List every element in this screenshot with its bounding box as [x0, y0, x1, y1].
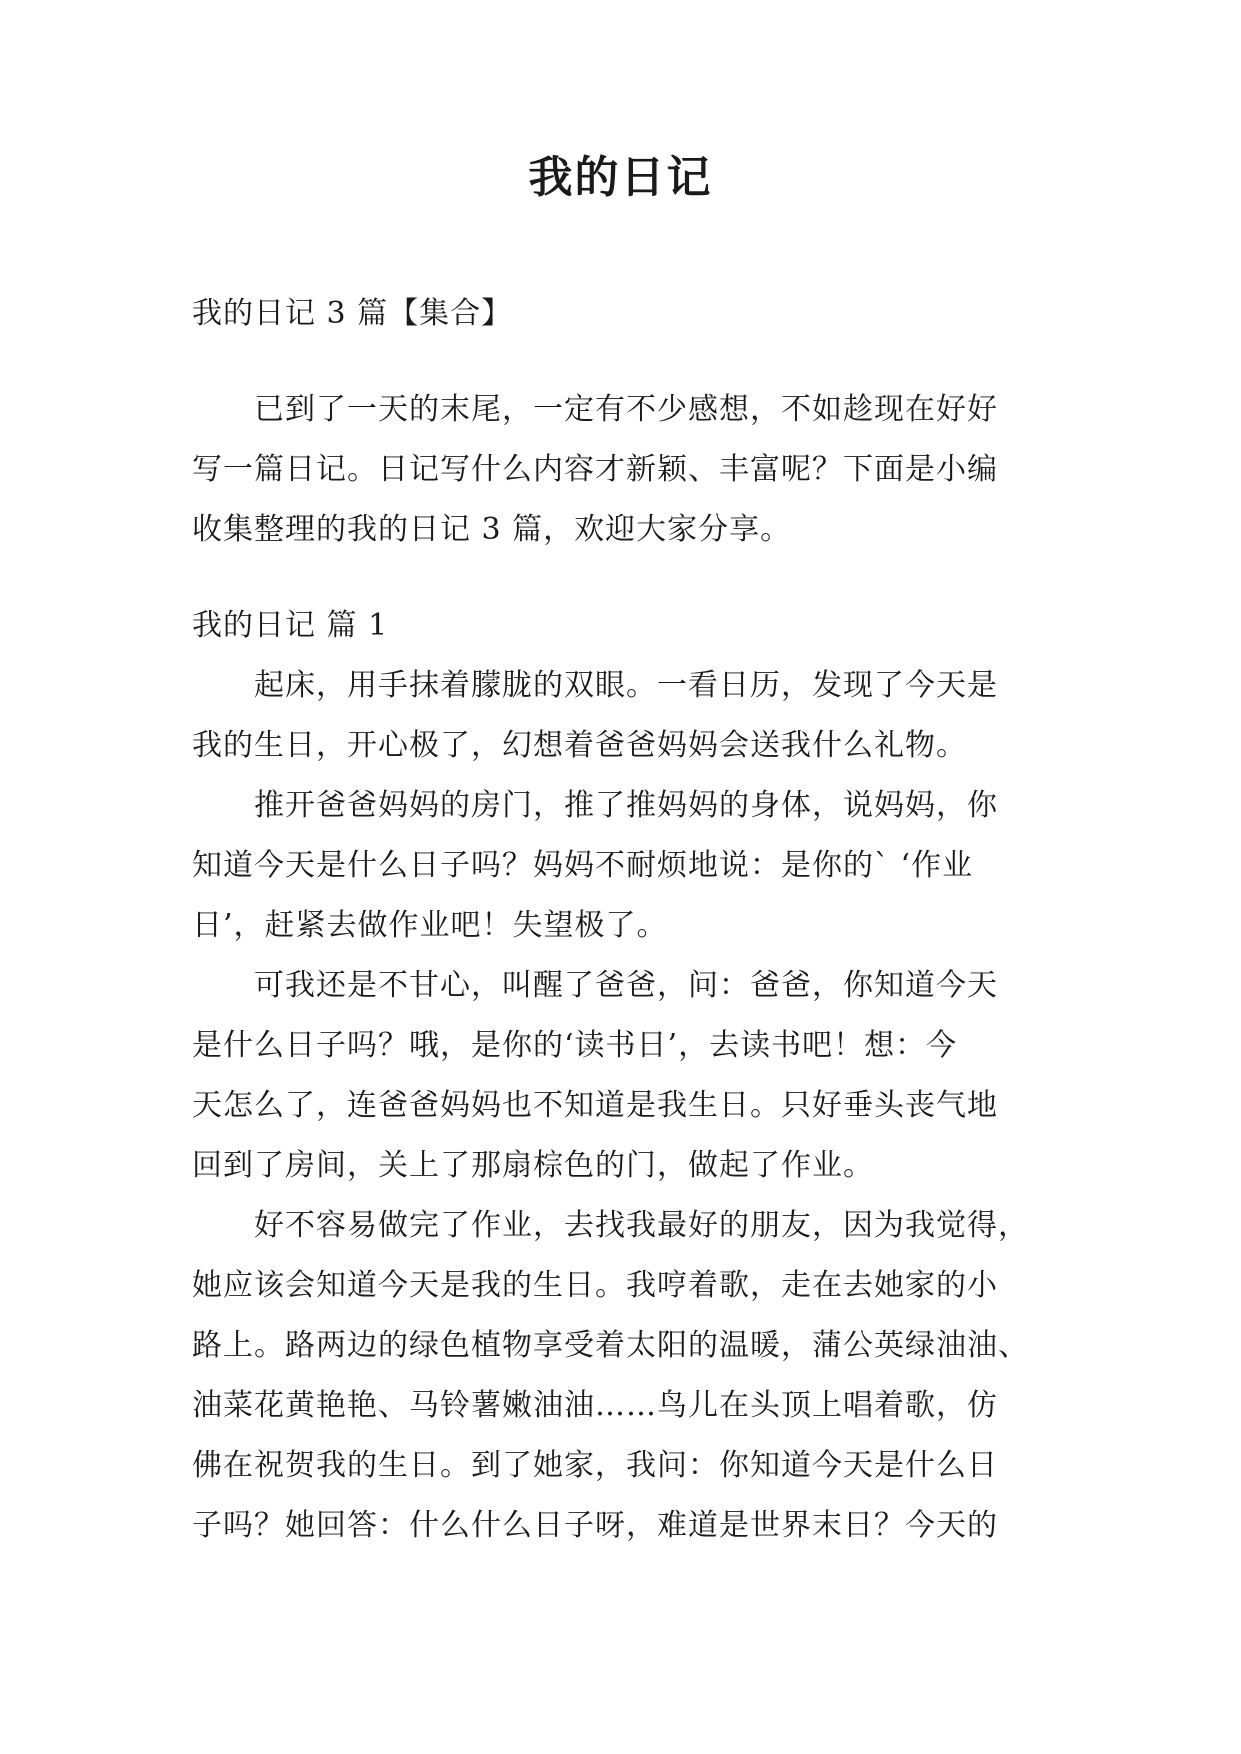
document-subtitle: 我的日记 3 篇【集合】	[192, 296, 513, 331]
paragraph-line: 是什么日子吗？哦，是你的‘读书日’，去读书吧！想：今	[192, 1028, 958, 1063]
intro-line: 已到了一天的末尾，一定有不少感想，不如趁现在好好	[254, 392, 998, 427]
paragraph-line: 油菜花黄艳艳、马铃薯嫩油油……鸟儿在头顶上唱着歌，仿	[192, 1388, 998, 1423]
paragraph-line: 她应该会知道今天是我的生日。我哼着歌，走在去她家的小	[192, 1268, 998, 1303]
paragraph-line: 佛在祝贺我的生日。到了她家，我问：你知道今天是什么日	[192, 1448, 998, 1483]
paragraph-line: 天怎么了，连爸爸妈妈也不知道是我生日。只好垂头丧气地	[192, 1088, 998, 1123]
body-paragraph	[192, 656, 1060, 776]
document-body	[192, 284, 1060, 1556]
paragraph-line: 知道今天是什么日子吗？妈妈不耐烦地说：是你的` ‘作业	[192, 848, 974, 883]
paragraph-line: 可我还是不甘心，叫醒了爸爸，问：爸爸，你知道今天	[254, 968, 998, 1003]
paragraph-line: 回到了房间，关上了那扇棕色的门，做起了作业。	[192, 1148, 874, 1183]
paragraph-line: 日’，赶紧去做作业吧！失望极了。	[192, 908, 668, 943]
intro-paragraph	[192, 380, 1060, 560]
document-title: 我的日记	[528, 152, 713, 203]
body-paragraph	[192, 1196, 1060, 1556]
body-paragraph	[192, 776, 1060, 956]
paragraph-line: 好不容易做完了作业，去找我最好的朋友，因为我觉得，	[254, 1208, 1029, 1243]
paragraph-line: 路上。路两边的绿色植物享受着太阳的温暖，蒲公英绿油油、	[192, 1328, 1029, 1363]
intro-line: 写一篇日记。日记写什么内容才新颖、丰富呢？下面是小编	[192, 452, 998, 487]
paragraph-line: 我的生日，开心极了，幻想着爸爸妈妈会送我什么礼物。	[192, 728, 967, 763]
section-heading: 我的日记 篇 1	[192, 608, 389, 643]
body-paragraph	[192, 956, 1060, 1196]
intro-line: 收集整理的我的日记 3 篇，欢迎大家分享。	[192, 512, 792, 547]
paragraph-line: 推开爸爸妈妈的房门，推了推妈妈的身体，说妈妈，你	[254, 788, 998, 823]
paragraph-line: 子吗？她回答：什么什么日子呀，难道是世界末日？今天的	[192, 1508, 998, 1543]
paragraph-line: 起床，用手抹着朦胧的双眼。一看日历，发现了今天是	[254, 668, 998, 703]
